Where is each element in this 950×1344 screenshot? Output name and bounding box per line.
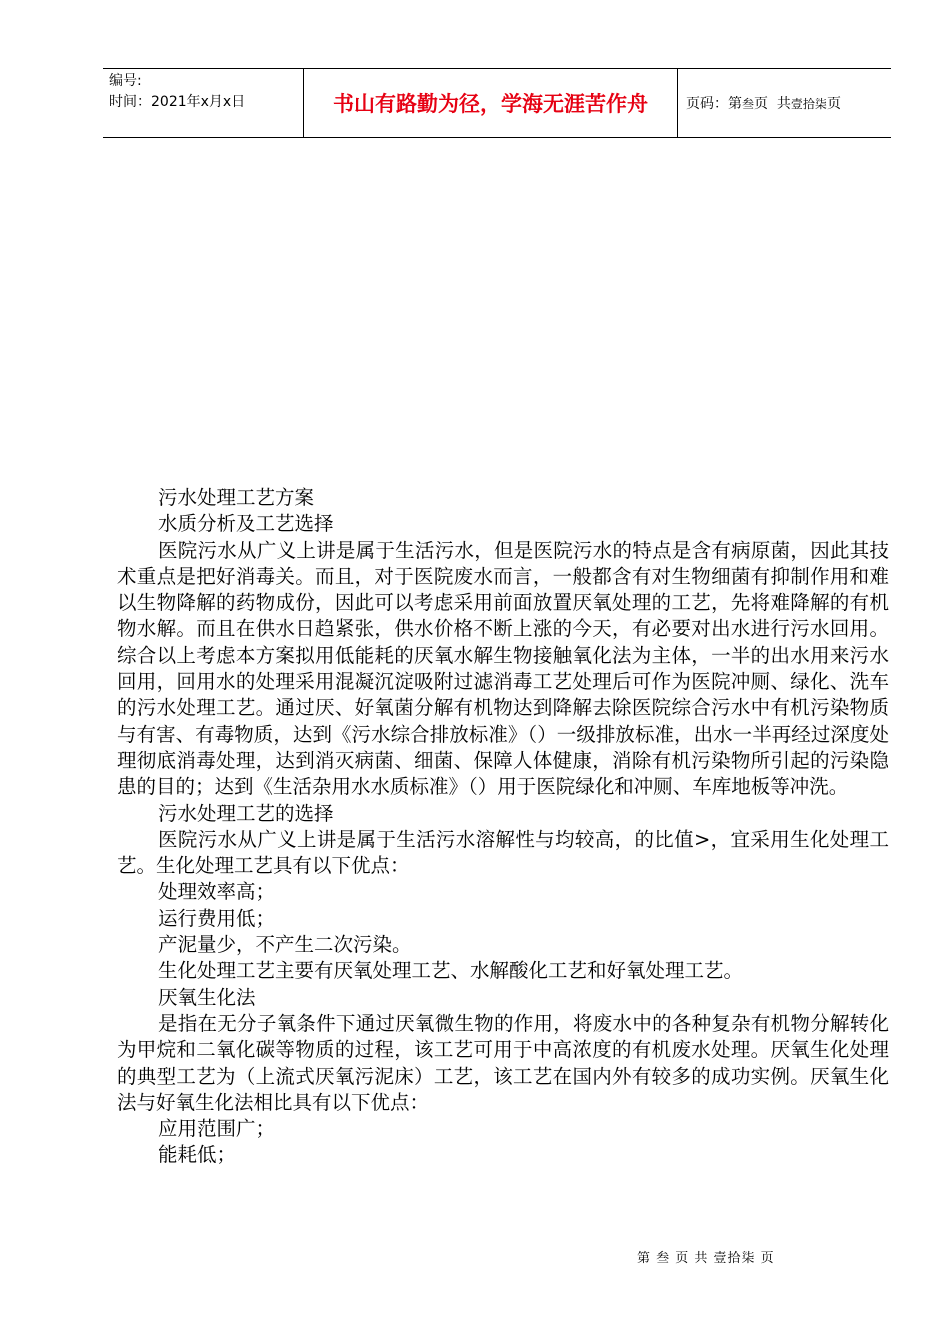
page-footer: 第 叁 页 共 壹拾柒 页 [637, 1251, 775, 1266]
paragraph: 是指在无分子氧条件下通过厌氧微生物的作用，将废水中的各种复杂有机物分解转化为甲烷和二氧化碳等物质的过程，该工艺可用于中高浓度的有机废水处理。厌氧生化处理的典型工艺为（上流式厌氧污泥床）工艺，该工艺在国内外有较多的成功实例。厌氧生化法与好氧生化法相比具有以下优点： [117, 1011, 889, 1114]
list-item: 处理效率高； [158, 880, 276, 904]
document-body [117, 485, 889, 1169]
page-suffix: 页 [826, 96, 841, 112]
list-item: 运行费用低； [158, 906, 276, 930]
section-heading: 污水处理工艺的选择 [158, 801, 334, 825]
document-header [103, 68, 891, 138]
page-mid: 页 共 [754, 96, 791, 112]
list-item: 能耗低； [158, 1143, 237, 1167]
list-item: 产泥量少，不产生二次污染。 [158, 933, 412, 957]
section-heading: 厌氧生化法 [158, 985, 256, 1009]
doc-title: 污水处理工艺方案 [158, 486, 315, 509]
header-motto: 书山有路勤为径，学海无涯苦作舟 [303, 69, 678, 137]
list-item: 应用范围广； [158, 1117, 276, 1141]
page-prefix: 页码：第 [686, 96, 742, 112]
page-current: 叁 [742, 96, 755, 111]
paragraph: 医院污水从广义上讲是属于生活污水溶解性与均较高，的比值>，宜采用生化处理工艺。生化处理工艺具有以下优点： [117, 827, 889, 878]
number-label: 编号: [109, 73, 142, 89]
paragraph: 医院污水从广义上讲是属于生活污水，但是医院污水的特点是含有病原菌，因此其技术重点是把好消毒关。而且，对于医院废水而言，一般都含有对生物细菌有抑制作用和难以生物降解的药物成份，因此可以考虑采用前面放置厌氧处理的工艺，先将难降解的有机物水解。而且在供水日趋紧张，供水价格不断上涨的今天，有必要对出水进行污水回用。综合以上考虑本方案拟用低能耗的厌氧水解生物接触氧化法为主体，一半的出水用来污水回用，回用水的处理采用混凝沉淀吸附过滤消毒工艺处理后可作为医院冲厕、绿化、洗车的污水处理工艺。通过厌、好氧菌分解有机物达到降解去除医院综合污水中有机污染物质与有害、有毒物质，达到《污水综合排放标准》（）一级排放标准，出水一半再经过深度处理彻底消毒处理，达到消灭病菌、细菌、保障人体健康，消除有机污染物所引起的污染隐患的目的；达到《生活杂用水水质标准》（）用于医院绿化和冲厕、车库地板等冲洗。 [117, 538, 889, 799]
header-page-info [678, 69, 891, 137]
paragraph: 生化处理工艺主要有厌氧处理工艺、水解酸化工艺和好氧处理工艺。 [158, 959, 744, 983]
section-heading: 水质分析及工艺选择 [158, 512, 334, 536]
page-total: 壹拾柒 [790, 96, 827, 111]
time-label: 时间：2021年x月x日 [109, 94, 246, 110]
header-meta [103, 69, 303, 137]
